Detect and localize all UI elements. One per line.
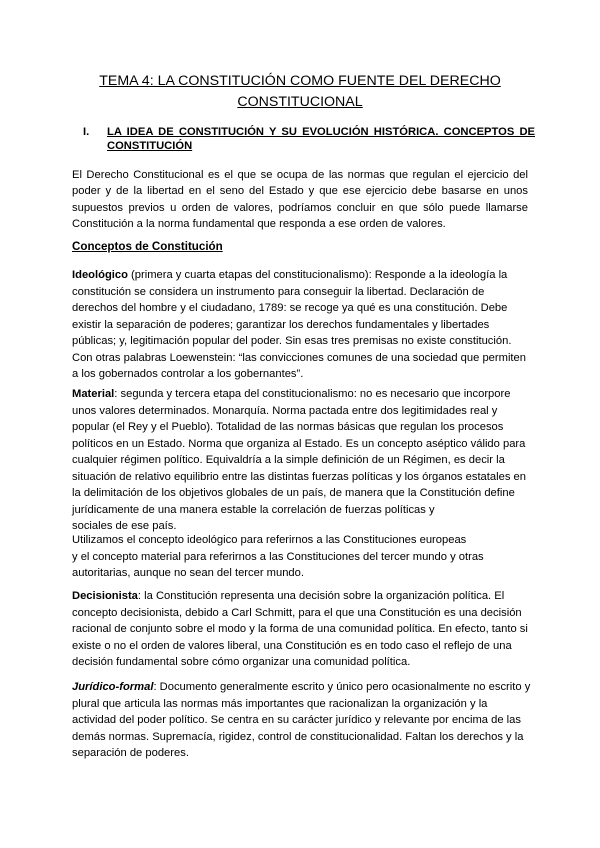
decisionista-paragraph: Decisionista: la Constitución representa una decisión sobre la organización política. El concepto decisionista, debido a Carl Schmitt, para el que una Constitución es una decisión racional de conjunto sobre el modo y la forma de una comunidad política. En efecto, tanto si existe o no el orden de valores liberal, una Constitución es en todo caso el reflejo de una decisión fundamental sobre cómo organizar una comunidad política. (72, 590, 528, 668)
material-paragraph: Material: segunda y tercera etapa del constitucionalismo: no es necesario que incorpore unos valores determinados. Monarquía. Norma pactada entre dos legitimidades real y popular (el Rey y el Pueblo). Totalidad de las normas básicas que regulan los procesos políticos en un Estado. Norma que organiza al Estado. Es un concepto aséptico válido para cualquier régimen político. Equivaldría a la simple definición de un Régimen, es decir la situación de relativo equilibrio entre las distintas fuerzas políticas y los órganos estatales en la delimitación de los objetivos globales de un país, de manera que la Constitución define jurídicamente de una manera estable la correlación de fuerzas políticas y sociales de ese país. (72, 388, 526, 532)
section-number: I. (83, 126, 90, 138)
section-title: LA IDEA DE CONSTITUCIÓN Y SU EVOLUCIÓN HISTÓRICA. CONCEPTOS DE CONSTITUCIÓN (107, 126, 535, 152)
concepts-subheading: Conceptos de Constitución (72, 240, 223, 253)
decisionista-term: Decisionista (72, 590, 138, 602)
utilizamos-paragraph: Utilizamos el concepto ideológico para referirnos a las Constituciones europeas y el concepto material para referirnos a las Constituciones del tercer mundo y otras autoritarias, aunque no sean del tercer mundo. (72, 534, 484, 579)
juridico-formal-term: Jurídico-formal (72, 681, 154, 693)
intro-paragraph: El Derecho Constitucional es el que se ocupa de las normas que regulan el ejercicio del poder y de la libertad en el seno del Estado y que ese ejercicio debe basarse en unos supuestos previos u orden de valores, podríamos concluir en que sólo puede llamarse Constitución a la norma fundamental que responda a ese orden de valores. (72, 169, 528, 230)
title-line-2: CONSTITUCIONAL (237, 94, 363, 110)
ideologico-paragraph: Ideológico (primera y cuarta etapas del constitucionalismo): Responde a la ideología la constitución se considera un instrumento para conseguir la libertad. Declaración de derechos del hombre y el ciudadano, 1789: se recoge ya qué es una constitución. Debe existir la separación de poderes; garantizar los derechos fundamentales y libertades públicas; y, legitimación popular del poder. Sin esas tres premisas no existe constitución. Con otras palabras Loewenstein: “las convicciones comunes de una sociedad que permiten a los gobernados controlar a los gobernantes”. (72, 269, 526, 380)
page-title (60, 71, 540, 113)
juridico-formal-paragraph: Jurídico-formal: Documento generalmente escrito y único pero ocasionalmente no escrito y plural que articula las normas más importantes que racionalizan la organización y la actividad del poder político. Se centra en su carácter jurídico y relevante por encima de las demás normas. Supremacía, rigidez, control de constitucionalidad. Faltan los derechos y la separación de poderes. (72, 681, 531, 759)
ideologico-term: Ideológico (72, 269, 128, 281)
material-term: Material (72, 388, 115, 400)
title-line-1: TEMA 4: LA CONSTITUCIÓN COMO FUENTE DEL DERECHO (99, 73, 501, 89)
